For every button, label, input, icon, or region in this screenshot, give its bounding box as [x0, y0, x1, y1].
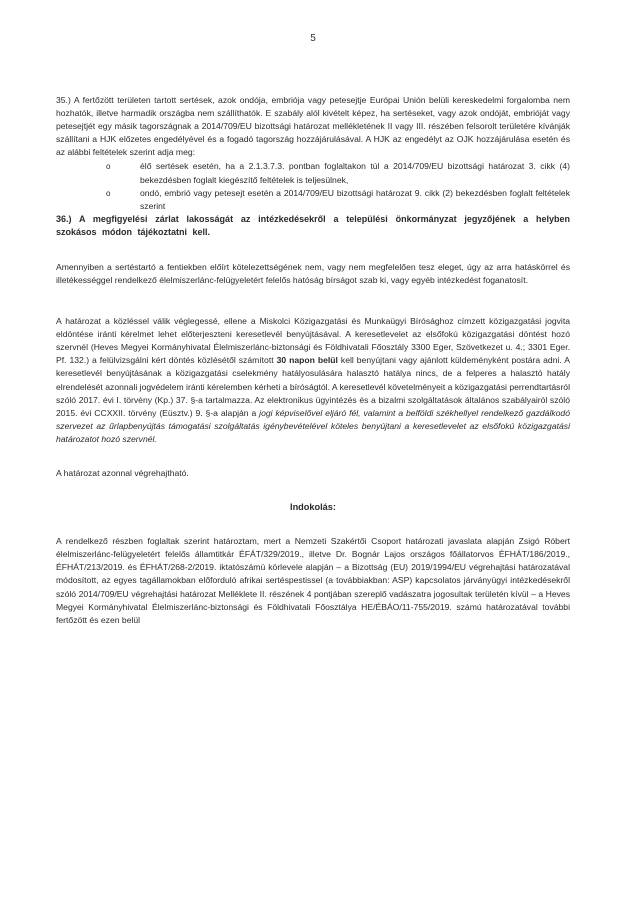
paragraph-amennyiben: Amennyiben a sertéstartó a fentiekben előírt kötelezettségének nem, vagy nem megfelelően tesz eleget, úgy az arra hatáskörrel és illetékességgel rendelkező élelmiszerlánc-felügyeletért felelős hatóság bírságot szab ki, vagy egyéb intézkedést foganatosít.: [56, 261, 570, 285]
list-item-text: élő sertések esetén, ha a 2.1.3.7.3. pontban foglaltakon túl a 2014/709/EU bizottsági határozat 3. cikk (4) bekezdésben foglalt kiegészítő feltételek is teljesülnek,: [140, 161, 570, 185]
hatarozat-text-2: kell benyújtani vagy ajánlott küldeményként postára adni. A keresetlevél benyújtásának a közigazgatási cselekmény hatályosulására halasztó hatálya nincs, de a felperes a halasztó hatály elrendelését azonnali jogvédelem iránti kérelemben kérheti a bíróságtól. A keresetlevél követelményeit a közigazgatási perrendtartásról szóló 2017. évi I. törvény (Kp.) 37. §-a tartalmazza. Az elektronikus ügyintézés és a bizalmi szolgáltatások általános szabályairól szóló 2015. évi CCXXII. törvény (Eüsztv.) 9. §-a alapján a: [56, 355, 570, 418]
paragraph-indokolas: A rendelkező részben foglaltak szerint határoztam, mert a Nemzeti Szakértői Csoport határozati javaslata alapján Zsigó Róbert élelmiszerlánc-felügyeletért felelős államtitkár ÉFÁT/329/2019., illetve Dr. Bognár Lajos országos főállatorvos ÉFHÁT/186/2019., ÉFHÁT/213/2019. és ÉFHÁT/268-2/2019. iktatószámú körlevele alapján – a Bizottság (EU) 2019/1994/EU végrehajtási határozatával módosított, az egyes tagállamokban előforduló afrikai sertéspestissel (a továbbiakban: ASP) kapcsolatos járványügyi intézkedésekről szóló 2014/709/EU végrehajtási határozat Melléklete II. részének 4 pontjában szereplő vadászatra jogosultak területén kívül – a Heves Megyei Kormányhivatal Élelmiszerlánc-biztonsági és Földhivatali Főosztálya HE/ÉBÁO/11-755/2019. számú határozatával további fertőzött és ezen belül: [56, 536, 570, 625]
bullet-marker: o: [106, 188, 111, 198]
page-number: 5: [310, 33, 316, 44]
document-body: [56, 94, 570, 627]
hatarozat-text-1: A határozat a közléssel válik véglegessé, ellene a Miskolci Közigazgatási és Munkaügyi Bírósághoz címzett közigazgatási jogvita eldöntése iránti kérelmet lehet előterjeszteni keresetlevél benyújtásával. A keresetlevelet az elsőfokú közigazgatási döntést hozó szervnél (Heves Megyei Kormányhivatal Élelmiszerlánc-biztonsági és Földhivatali Főosztály 3300 Eger, Szövetkezet u. 4.; 3301 Eger. Pf. 132.) a felülvizsgálni kért döntés közlésétől számított: [56, 316, 570, 366]
bullet-marker: o: [106, 162, 111, 172]
condition-list: [106, 160, 570, 212]
list-item: [106, 187, 570, 213]
paragraph-36-heading: 36.) A megfigyelési zárlat lakosságát az intézkedésekről a települési önkormányzat jegyzőjének a helyben szokásos módon tájékoztatni kell.: [56, 213, 570, 238]
list-item: [106, 160, 570, 186]
paragraph-azonnal: A határozat azonnal végrehajtható.: [56, 467, 189, 478]
indokolas-heading: Indokolás:: [290, 502, 336, 513]
hatarozat-italic-text: jogi képviselővel eljáró fél, valamint a belföldi székhellyel rendelkező gazdálkodó szervezet az űrlapbenyújtás támogatási szolgáltatás igénybevételével köteles benyújtani a keresetlevelet az elsőfokú közigazgatási határozatot hozó szervnél.: [56, 407, 570, 444]
list-item-text: ondó, embrió vagy petesejt esetén a 2014/709/EU bizottsági határozat 9. cikk (2) bekezdésben foglalt feltételek szerint: [140, 187, 570, 211]
paragraph-hatarozat: [56, 315, 570, 446]
deadline-text: 30 napon belül: [276, 355, 338, 366]
paragraph-35: 35.) A fertőzött területen tartott sertések, azok ondója, embriója vagy petesejtje Európai Unión belüli kereskedelmi forgalomba nem hozhatók, illetve harmadik országba nem szállíthatók. E szabály alól kivételt képez, ha sertéseket, vagy azok ondóját, embrióját vagy petesejtjét egy másik tagországnak a 2014/709/EU bizottsági határozat mellékletének II vagy III. részében felsorolt területére kívánják szállítani a HJK előzetes engedélyével és a fogadó tagország hozzájárulásával. A HJK az engedélyt az OJK hozzájárulása esetén és az alábbi feltételek szerint adja meg:: [56, 95, 570, 158]
